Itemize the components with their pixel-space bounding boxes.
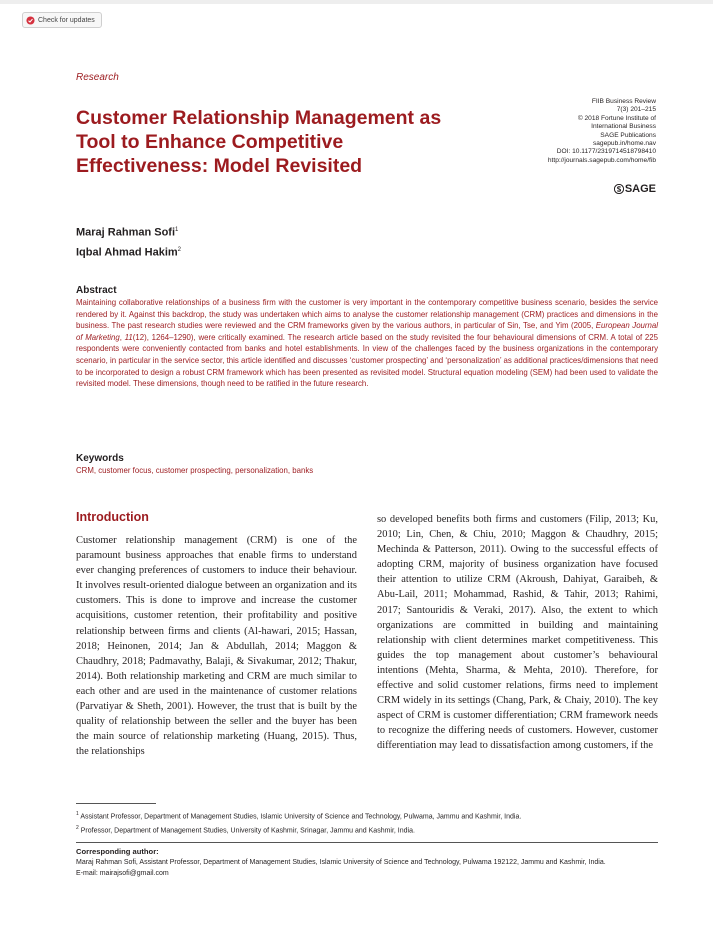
introduction-heading: Introduction	[76, 510, 149, 524]
check-for-updates-label: Check for updates	[38, 16, 95, 24]
corresponding-heading: Corresponding author:	[76, 847, 159, 856]
abstract-text: Maintaining collaborative relationships of a business firm with the customer is very important in the contemporary competitive business scenario, besides the service rendered by it. Against this backdrop, the study was undertaken which aims to analyse the customer relationship management (CRM) practices and dimensions in the business. The past research studies were reviewed and the CRM frameworks given by the various authors, in particular of Sin, Tse, and Yim (2005, European Journal of Marketing, 11(12), 1264–1290), were critically examined. The research article based on the study revisited the four behavioural dimensions of CRM. A total of 225 respondents were conveniently contacted from banks and hotel establishments. In view of the challenges faced by the business organizations in the contemporary scenario, in particular in the service sector, this article identified and discusses ‘customer prospecting’ and ‘personalization’ as additional practices/dimensions that need to be incorporated to design a robust CRM framework which has been presented as revisited model. Structural equation modeling (SEM) had been used to validate the revisited model. These dimensions, though need to be ratified in the future research.	[76, 298, 658, 389]
introduction-right-column: so developed benefits both firms and customers (Filip, 2013; Ku, 2010; Lin, Chen, & Chiu, 2010; Maggon & Chaudhry, 2015; Mechinda & Patterson, 2011). Owing to the successful effects of adopting CRM, majority of business organization have focused their attention to utilize CRM (Akroush, Dahiyat, Garaibeh, & Abu-Lail, 2011; Mohammad, Rashid, & Tahir, 2013; Rahimi, 2017; Santouridis & Veraki, 2017). Also, the extent to which organizations are committed in building and maintaining relationship with client determines market competitiveness. This guides the top management about customer’s behavioural intentions (Mehta, Sharma, & Mehta, 2010). Therefore, for effective and solid customer relations, firms need to implement CRM widely in its settings (Chang, Park, & Chaiy, 2010). The key aspect of CRM is customer differentiation; CRM framework needs to recognize the differing needs of customers. However, customer differentiation may lead to dissatisfaction among customers, if the	[377, 514, 658, 752]
footnote-2: $^2$ Professor, Department of Management Studies, University of Kashmir, Srinagar, Jammu and Kashmir, India.	[76, 824, 415, 835]
author-1	[76, 222, 181, 242]
journal-citation: European Journal of Marketing	[76, 321, 658, 342]
top-strip	[0, 0, 713, 4]
author-affiliation-mark: 2	[177, 246, 182, 253]
keywords-heading: Keywords	[76, 453, 124, 464]
introduction-left-column	[76, 533, 357, 759]
author-list	[76, 222, 181, 261]
corresponding-author	[76, 846, 658, 879]
doi-link[interactable]: DOI: 10.1177/2319714518798410	[556, 148, 656, 156]
abstract-heading: Abstract	[76, 285, 117, 296]
journal-volume: 7(3) 201–215	[616, 106, 656, 114]
sage-logo-text: SAGE	[624, 183, 656, 195]
journal-name: FIIB Business Review	[591, 98, 656, 105]
journal-info	[456, 98, 656, 165]
publisher-name: SAGE Publications	[600, 131, 656, 139]
volume-number: 11	[124, 332, 133, 342]
author-affiliation-mark: 1	[175, 227, 179, 233]
author-name: Maraj Rahman Sofi	[76, 226, 176, 239]
footnotes	[76, 809, 676, 837]
corresponding-divider	[76, 842, 658, 843]
abstract-section	[76, 285, 658, 390]
author-name: Iqbal Ahmad Hakim	[76, 246, 178, 259]
crossmark-icon	[26, 16, 35, 25]
check-for-updates-button[interactable]	[22, 12, 102, 28]
sage-logo	[614, 183, 656, 195]
copyright-holder: International Business	[591, 123, 656, 131]
keywords-text: CRM, customer focus, customer prospecting, personalization, banks	[76, 466, 314, 475]
section-label: Research	[76, 72, 119, 83]
corresponding-email[interactable]: E-mail: mairajsofi@gmail.com	[76, 870, 169, 877]
article-title: Customer Relationship Management as Tool to Enhance Competitive Effectiveness: Model Revisited	[76, 107, 442, 177]
publisher-url[interactable]: sagepub.in/home.nav	[592, 140, 656, 148]
footnote-divider	[76, 803, 156, 804]
author-2	[76, 242, 181, 262]
keywords-section	[76, 453, 658, 476]
footnote-1: $^1$ Assistant Professor, Department of Management Studies, Islamic University of Science and Technology, Pulwama, Jammu and Kashmir, India.	[76, 811, 522, 821]
sage-s-icon	[614, 184, 624, 194]
introduction-paragraph: Customer relationship management (CRM) is one of the paramount business approaches that enable firms to understand ever changing preferences of customers to induce their behaviour. It involves result-oriented dialogue between an organization and its customers. This is done to improve and increase the customer acquisitions, customer retention, their profitability and positive relationship between firms and clients (Al-hawari, 2015; Hassan, 2018; Heinonen, 2014; Jan & Abdullah, 2014; Maggon & Chaudhry, 2018; Padmavathy, Balaji, & Sivakumar, 2012; Thakur, 2014). Both relationship marketing and CRM are much similar to each other and are used in the maintenance of customer relations (Parvatiyar & Sheth, 2001). However, the trust that is built by the quality of relationship between the seller and the buyer has been the main source of relationship marketing (Huang, 2015). Thus, the relationships	[76, 535, 357, 758]
journal-url[interactable]: http://journals.sagepub.com/home/fib	[547, 156, 656, 164]
corresponding-address: Maraj Rahman Sofi, Assistant Professor, Department of Management Studies, Islamic University of Science and Technology, Pulwama 192122, Jammu and Kashmir, India.	[76, 859, 606, 866]
copyright-line: © 2018 Fortune Institute of	[577, 114, 656, 122]
